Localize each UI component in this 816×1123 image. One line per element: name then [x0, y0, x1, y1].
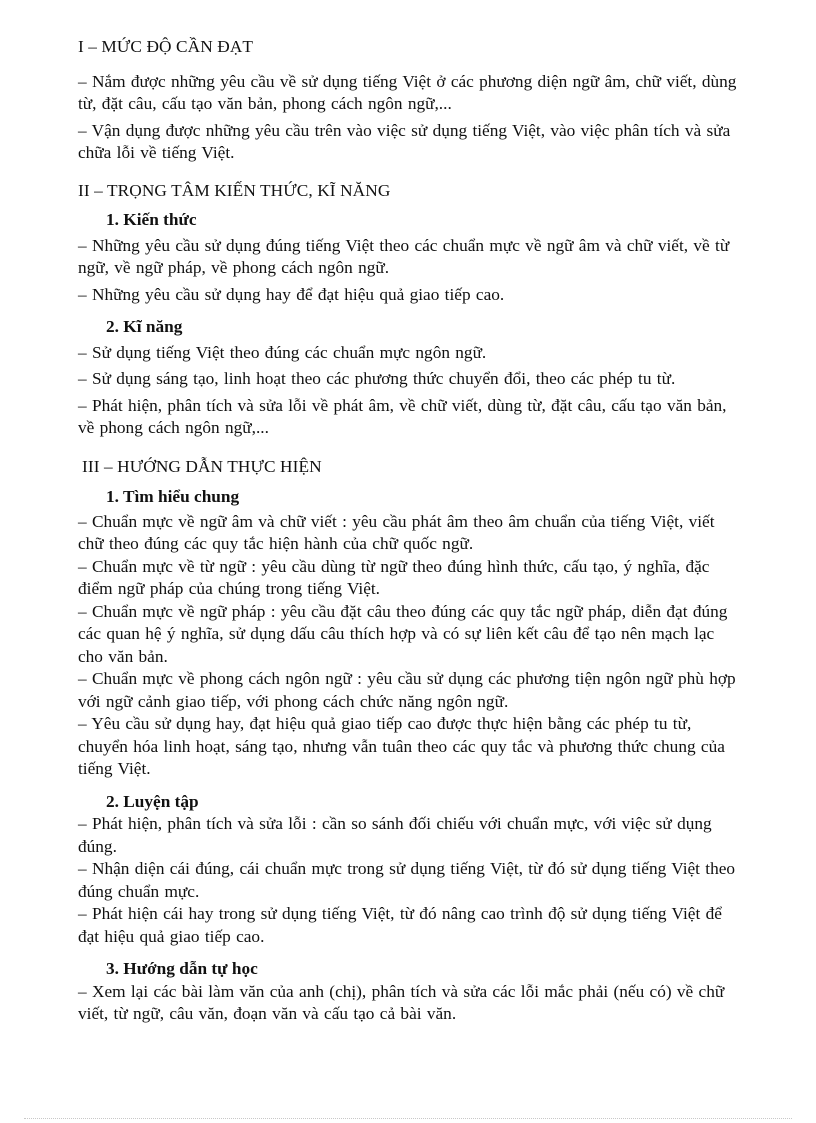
- paragraph: – Yêu cầu sử dụng hay, đạt hiệu quả giao tiếp cao được thực hiện bằng các phép tu từ, chuyển hóa linh hoạt, sáng tạo, nhưng vẫn tuân theo các quy tắc và phương thức chung của tiếng Việt.: [78, 714, 725, 778]
- page-bottom-divider: [24, 1118, 792, 1119]
- paragraph: – Phát hiện cái hay trong sử dụng tiếng Việt, từ đó nâng cao trình độ sử dụng tiếng Việt để đạt hiệu quả giao tiếp cao.: [78, 904, 722, 946]
- subheading-luyen-tap: 2. Luyện tập: [106, 791, 199, 811]
- subheading-huong-dan-tu-hoc: 3. Hướng dẫn tự học: [106, 959, 258, 978]
- paragraph: – Phát hiện, phân tích và sửa lỗi : cần so sánh đối chiếu với chuẩn mực, với việc sử dụng đúng.: [78, 814, 712, 856]
- paragraph: – Phát hiện, phân tích và sửa lỗi về phát âm, về chữ viết, dùng từ, đặt câu, cấu tạo văn bản, về phong cách ngôn ngữ,...: [78, 395, 727, 437]
- paragraph: – Chuẩn mực về ngữ pháp : yêu cầu đặt câu theo đúng các quy tắc ngữ pháp, diễn đạt đúng các quan hệ ý nghĩa, sử dụng dấu câu thích hợp và có sự liên kết câu để tạo nên mạch lạc cho văn bản.: [78, 601, 728, 666]
- paragraph: – Sử dụng tiếng Việt theo đúng các chuẩn mực ngôn ngữ.: [78, 342, 487, 362]
- paragraph: – Xem lại các bài làm văn của anh (chị), phân tích và sửa các lỗi mắc phải (nếu có) về chữ viết, từ ngữ, câu văn, đoạn văn và cấu tạo cả bài văn.: [78, 981, 725, 1023]
- paragraph: – Những yêu cầu sử dụng đúng tiếng Việt theo các chuẩn mực về ngữ âm và chữ viết, về từ ngữ, về ngữ pháp, về phong cách ngôn ngữ.: [78, 235, 730, 277]
- section-heading-1: I – MỨC ĐỘ CẦN ĐẠT: [78, 37, 254, 56]
- subheading-kien-thuc: 1. Kiến thức: [106, 210, 197, 229]
- paragraph: – Chuẩn mực về từ ngữ : yêu cầu dùng từ ngữ theo đúng hình thức, cấu tạo, ý nghĩa, đặc điểm ngữ pháp của chúng trong tiếng Việt.: [78, 556, 710, 598]
- paragraph: – Nắm được những yêu cầu về sử dụng tiếng Việt ở các phương diện ngữ âm, chữ viết, dùng từ, đặt câu, cấu tạo văn bản, phong cách ngôn ngữ,...: [78, 71, 737, 113]
- paragraph: – Vận dụng được những yêu cầu trên vào việc sử dụng tiếng Việt, vào việc phân tích và sửa chữa lỗi về tiếng Việt.: [78, 120, 731, 162]
- paragraph: – Nhận diện cái đúng, cái chuẩn mực trong sử dụng tiếng Việt, từ đó sử dụng tiếng Việt theo đúng chuẩn mực.: [78, 859, 736, 901]
- section-heading-3: III – HƯỚNG DẪN THỰC HIỆN: [82, 456, 322, 476]
- subheading-tim-hieu-chung: 1. Tìm hiểu chung: [106, 487, 240, 506]
- paragraph: – Sử dụng sáng tạo, linh hoạt theo các phương thức chuyển đổi, theo các phép tu từ.: [78, 369, 676, 388]
- paragraph: – Những yêu cầu sử dụng hay để đạt hiệu quả giao tiếp cao.: [78, 284, 505, 304]
- paragraph: – Chuẩn mực về ngữ âm và chữ viết : yêu cầu phát âm theo âm chuẩn của tiếng Việt, viết chữ theo đúng các quy tắc hiện hành của chữ quốc ngữ.: [78, 511, 715, 553]
- document-content: [78, 36, 738, 1026]
- subheading-ki-nang: 2. Kĩ năng: [106, 317, 183, 336]
- section-heading-2: II – TRỌNG TÂM KIẾN THỨC, KĨ NĂNG: [78, 180, 391, 200]
- paragraph: – Chuẩn mực về phong cách ngôn ngữ : yêu cầu sử dụng các phương tiện ngôn ngữ phù hợp với ngữ cảnh giao tiếp, với phong cách chức năng ngôn ngữ.: [78, 669, 736, 711]
